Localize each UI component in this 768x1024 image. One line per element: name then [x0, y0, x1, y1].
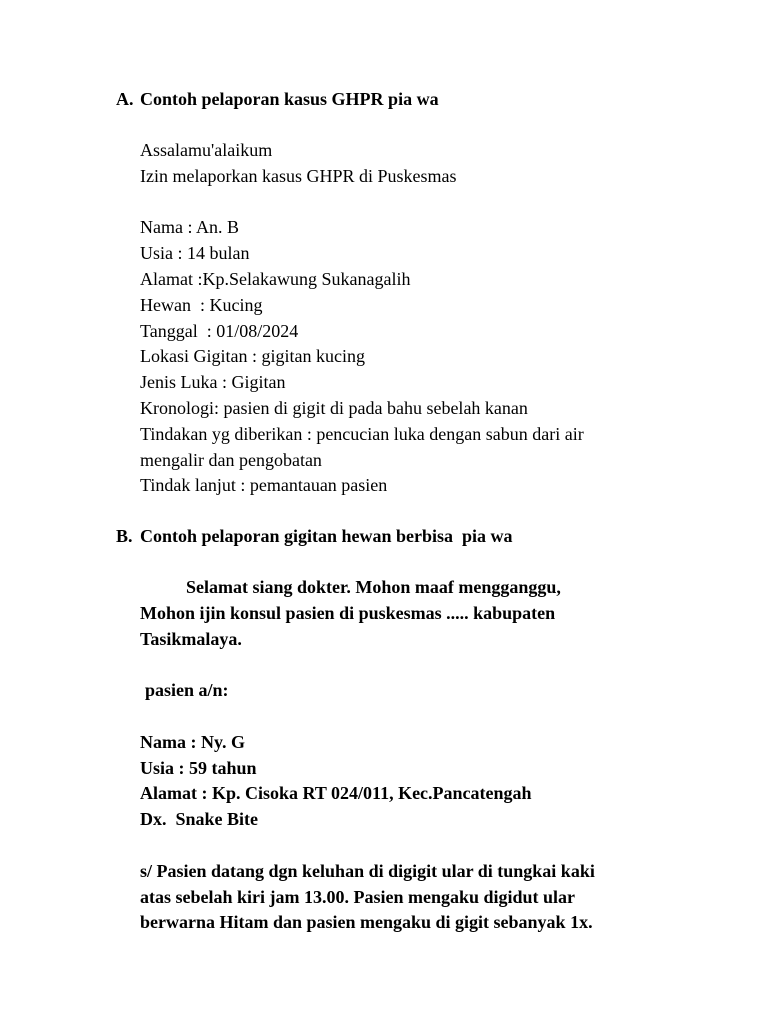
section-b-number: B.	[116, 526, 133, 546]
section-a-report	[140, 138, 700, 499]
message-line-1: Selamat siang dokter. Mohon maaf mengganggu,	[186, 577, 561, 597]
field-alamat: Alamat : Kp. Cisoka RT 024/011, Kec.Pancatengah	[140, 783, 532, 804]
subjective-line-1: s/ Pasien datang dgn keluhan di digigit ular di tungkai kaki	[140, 860, 595, 881]
subjective-line-3: berwarna Hitam dan pasien mengaku di gigit sebanyak 1x.	[140, 912, 593, 933]
blank-line	[140, 190, 700, 216]
blank-line	[140, 833, 700, 859]
field-tindakan-continued: mengalir dan pengobatan	[140, 449, 322, 470]
field-usia: Usia : 14 bulan	[140, 243, 250, 264]
field-nama: Nama : Ny. G	[140, 731, 245, 752]
field-tanggal: Tanggal : 01/08/2024	[140, 320, 299, 341]
section-b-title: Contoh pelaporan gigitan hewan berbisa pia wa	[140, 526, 513, 546]
patient-label: pasien a/n:	[145, 680, 229, 701]
field-hewan: Hewan : Kucing	[140, 294, 263, 315]
blank-line	[140, 652, 700, 678]
intro-line: Izin melaporkan kasus GHPR di Puskesmas	[140, 165, 457, 186]
field-lokasi-gigitan: Lokasi Gigitan : gigitan kucing	[140, 346, 365, 367]
field-kronologi: Kronologi: pasien di gigit di pada bahu sebelah kanan	[140, 397, 528, 418]
field-tindakan: Tindakan yg diberikan : pencucian luka dengan sabun dari air	[140, 423, 584, 444]
field-alamat: Alamat :Kp.Selakawung Sukanagalih	[140, 268, 411, 289]
field-usia: Usia : 59 tahun	[140, 757, 257, 778]
message-line-2: Mohon ijin konsul pasien di puskesmas ..... kabupaten	[140, 602, 556, 623]
section-a-title: Contoh pelaporan kasus GHPR pia wa	[140, 89, 439, 109]
subjective-line-2: atas sebelah kiri jam 13.00. Pasien mengaku digidut ular	[140, 886, 576, 907]
greeting-line: Assalamu'alaikum	[140, 140, 273, 160]
section-b-heading	[116, 524, 716, 550]
section-b-report	[140, 575, 700, 936]
section-a-heading	[116, 87, 716, 113]
message-line-3: Tasikmalaya.	[140, 628, 242, 649]
field-tindak-lanjut: Tindak lanjut : pemantauan pasien	[140, 475, 388, 496]
field-diagnosis: Dx. Snake Bite	[140, 809, 259, 830]
blank-line	[140, 704, 700, 730]
field-nama: Nama : An. B	[140, 217, 239, 238]
section-a-number: A.	[116, 89, 134, 109]
field-jenis-luka: Jenis Luka : Gigitan	[140, 372, 286, 393]
